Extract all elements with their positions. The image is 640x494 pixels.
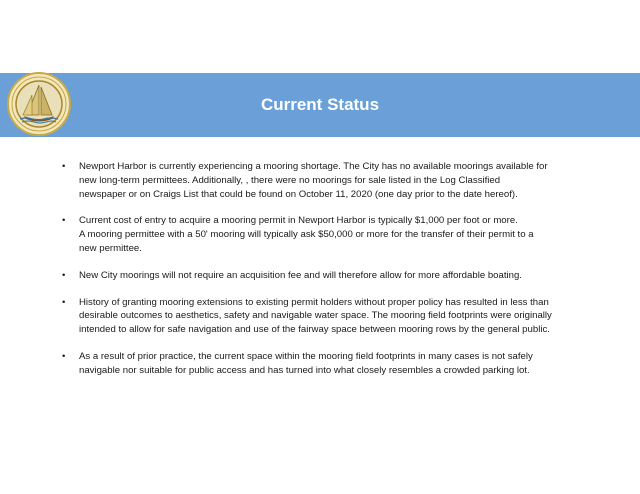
bullet-item xyxy=(62,214,622,255)
bullet-list xyxy=(62,160,622,391)
bullet-dot-icon: • xyxy=(62,269,66,281)
bullet-item xyxy=(62,160,622,201)
bullet-text: History of granting mooring extensions to existing permit holders without proper policy has resulted in less than desirable outcomes to aesthetics, safety and navigable water space. The mooring field footprints were originally intended to allow for safe navigation and use of the fairway space between mooring rows by the general public. xyxy=(79,296,552,336)
bullet-text: As a result of prior practice, the current space within the mooring field footprints in many cases is not safely navigable nor suitable for public access and has turned into what closely resembles a crowded parking lot. xyxy=(79,350,533,376)
bullet-text: New City moorings will not require an acquisition fee and will therefore allow for more affordable boating. xyxy=(79,269,522,281)
bullet-item xyxy=(62,269,622,283)
bullet-dot-icon: • xyxy=(62,350,66,362)
slide-title: Current Status xyxy=(260,95,380,114)
bullet-dot-icon: • xyxy=(62,296,66,308)
bullet-dot-icon: • xyxy=(62,215,66,227)
bullet-item xyxy=(62,296,622,337)
bullet-text: Current cost of entry to acquire a mooring permit in Newport Harbor is typically $1,000 per foot or more. A mooring permittee with a 50' mooring will typically ask $50,000 or more for the transfer of their permit to a new permittee. xyxy=(79,215,534,254)
bullet-text: Newport Harbor is currently experiencing a mooring shortage. The City has no available moorings available for new long-term permittees. Additionally, , there were no moorings for sale listed in the Log Classified newspaper or on Craigs List that could be found on October 11, 2020 (one day prior to the date hereof). xyxy=(79,161,548,200)
bullet-item xyxy=(62,350,622,378)
bullet-dot-icon: • xyxy=(62,161,66,172)
